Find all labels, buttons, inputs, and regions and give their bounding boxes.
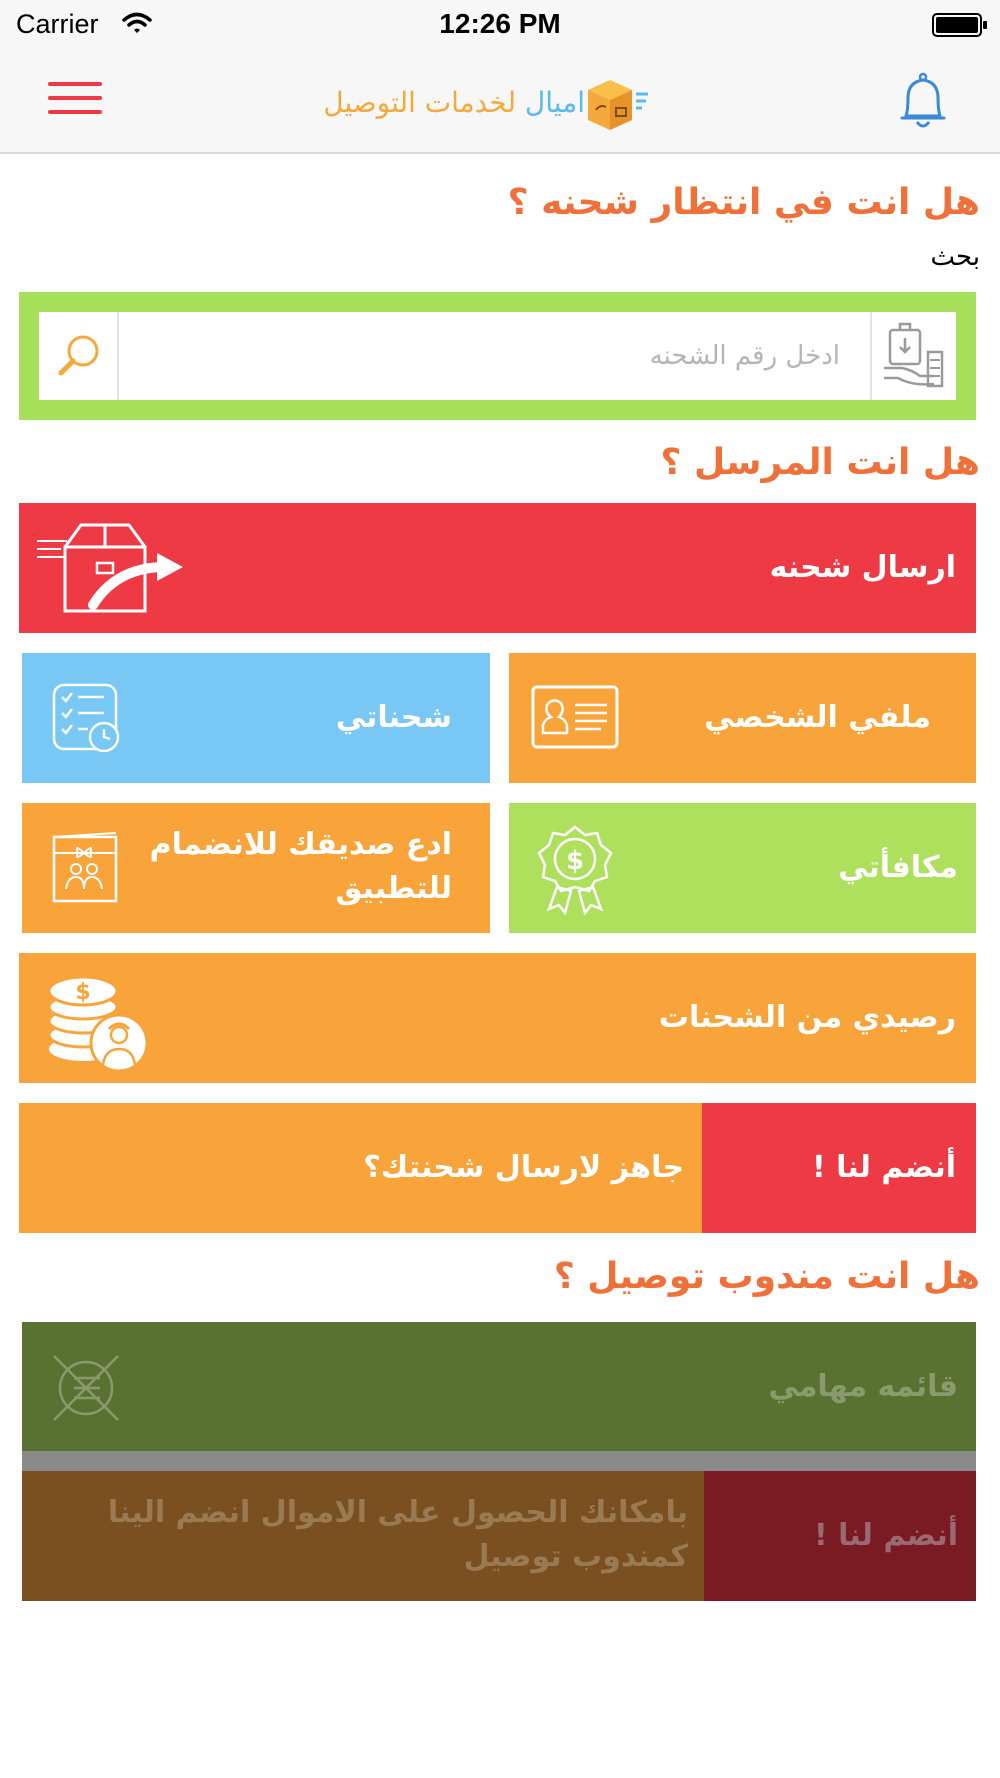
hamburger-menu-icon — [48, 82, 102, 86]
magnifier-icon — [39, 312, 119, 400]
bell-icon — [896, 70, 950, 134]
menu-line — [48, 96, 102, 100]
svg-text:$: $ — [565, 846, 585, 876]
sender-join-button[interactable] — [702, 1103, 976, 1233]
invite-friend-button[interactable] — [22, 803, 490, 933]
my-rewards-label: مكافأتي — [838, 850, 958, 885]
sender-section-title: هل انت المرسل ؟ — [660, 442, 980, 483]
id-card-icon — [531, 685, 621, 751]
courier-join-button[interactable] — [704, 1471, 976, 1601]
my-profile-button[interactable] — [509, 653, 976, 783]
carrier-label: Carrier — [16, 9, 99, 39]
task-list-disabled-icon — [50, 1352, 122, 1424]
sender-join-label: أنضم لنا ! — [812, 1150, 956, 1185]
send-shipment-button[interactable] — [19, 503, 976, 633]
invitation-card-icon — [52, 831, 122, 905]
become-courier-line-2: كمندوب توصيل — [463, 1539, 688, 1574]
clock: 12:26 PM — [439, 8, 561, 39]
reward-badge-icon — [535, 823, 615, 915]
my-shipments-label: شحناتي — [335, 700, 452, 735]
shipment-icon-box — [870, 312, 956, 400]
brand-name: اميال — [524, 86, 585, 119]
my-tasks-button[interactable] — [22, 1322, 976, 1451]
my-rewards-button[interactable] — [509, 803, 976, 933]
search-label: بحث — [930, 242, 980, 272]
brand-subtitle: لخدمات التوصيل — [323, 86, 516, 119]
menu-button[interactable] — [48, 82, 102, 118]
invite-line-1: ادع صديقك للانضمام — [149, 827, 452, 862]
become-courier-banner[interactable] — [22, 1471, 704, 1601]
send-shipment-label: ارسال شحنه — [769, 550, 956, 585]
send-box-icon — [35, 519, 205, 619]
coins-courier-icon — [35, 969, 153, 1073]
battery-icon — [932, 13, 988, 37]
search-box — [39, 312, 956, 400]
nav-bar — [0, 50, 1000, 154]
delivery-box-icon — [584, 74, 650, 134]
checklist-clock-icon — [52, 683, 124, 755]
brand-title — [323, 86, 585, 119]
tracking-number-input[interactable] — [121, 312, 868, 400]
app-logo — [323, 68, 680, 138]
shipment-balance-label: رصيدي من الشحنات — [658, 1000, 956, 1035]
invite-line-2: للتطبيق — [335, 871, 452, 906]
my-shipments-button[interactable] — [22, 653, 490, 783]
status-bar — [0, 0, 1000, 50]
menu-line — [48, 110, 102, 114]
courier-join-label: أنضم لنا ! — [814, 1518, 958, 1553]
my-profile-label: ملفي الشخصي — [704, 700, 931, 735]
shipment-balance-button[interactable] — [19, 953, 976, 1083]
ready-to-send-banner[interactable] — [19, 1103, 702, 1233]
tracking-section-title: هل انت في انتظار شحنه ؟ — [507, 182, 980, 223]
search-panel — [19, 292, 976, 420]
package-hand-icon — [872, 312, 958, 400]
ready-to-send-text: جاهز لارسال شحنتك؟ — [363, 1150, 684, 1185]
search-button[interactable] — [39, 312, 119, 400]
courier-section-title: هل انت مندوب توصيل ؟ — [553, 1256, 980, 1297]
divider — [22, 1451, 976, 1471]
svg-text:$: $ — [75, 980, 91, 1005]
my-tasks-label: قائمه مهامي — [768, 1369, 958, 1404]
notifications-button[interactable] — [896, 70, 950, 134]
become-courier-line-1: بامكانك الحصول على الاموال انضم الينا — [107, 1495, 688, 1530]
